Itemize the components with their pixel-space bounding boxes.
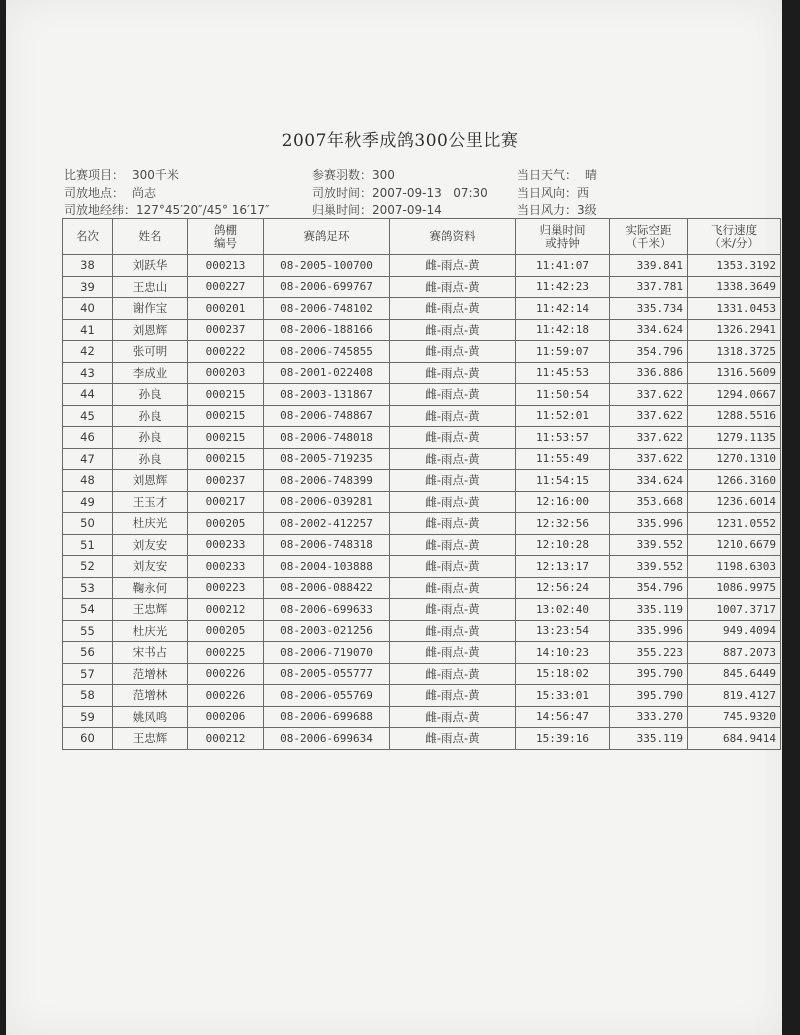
cell-name: 谢作宝 bbox=[113, 298, 188, 320]
table-row bbox=[63, 556, 781, 578]
cell-speed: 1266.3160 bbox=[688, 470, 781, 492]
cell-loft-id: 000222 bbox=[188, 341, 264, 363]
cell-arrival: 15:33:01 bbox=[516, 685, 610, 707]
coords-value: 127°45′20″/45° 16′17″ bbox=[136, 203, 270, 217]
cell-ring: 08-2006-055769 bbox=[264, 685, 390, 707]
cell-name: 宋书占 bbox=[113, 642, 188, 664]
table-row bbox=[63, 470, 781, 492]
cell-name: 刘恩辉 bbox=[113, 470, 188, 492]
cell-speed: 949.4094 bbox=[688, 620, 781, 642]
cell-pigeon-info: 雌-雨点-黄 bbox=[390, 685, 516, 707]
coords-info bbox=[64, 201, 270, 218]
cell-rank: 48 bbox=[63, 470, 113, 492]
cell-distance: 335.734 bbox=[610, 298, 688, 320]
weather-label: 当日天气： bbox=[517, 168, 578, 182]
release-place-value: 尚志 bbox=[132, 186, 157, 200]
cell-name: 刘友安 bbox=[113, 556, 188, 578]
cell-name: 刘友安 bbox=[113, 534, 188, 556]
cell-name: 刘跃华 bbox=[113, 255, 188, 277]
table-row bbox=[63, 491, 781, 513]
cell-distance: 339.841 bbox=[610, 255, 688, 277]
results-table-body bbox=[63, 255, 781, 750]
cell-pigeon-info: 雌-雨点-黄 bbox=[390, 255, 516, 277]
release-time-label: 司放时间： bbox=[312, 186, 373, 200]
table-row bbox=[63, 706, 781, 728]
cell-ring: 08-2006-748318 bbox=[264, 534, 390, 556]
cell-loft-id: 000227 bbox=[188, 276, 264, 298]
cell-ring: 08-2003-131867 bbox=[264, 384, 390, 406]
cell-ring: 08-2006-699633 bbox=[264, 599, 390, 621]
results-table bbox=[62, 218, 781, 750]
cell-arrival: 15:18:02 bbox=[516, 663, 610, 685]
cell-speed: 1231.0552 bbox=[688, 513, 781, 535]
cell-loft-id: 000233 bbox=[188, 556, 264, 578]
cell-loft-id: 000205 bbox=[188, 620, 264, 642]
cell-distance: 395.790 bbox=[610, 685, 688, 707]
cell-speed: 1326.2941 bbox=[688, 319, 781, 341]
cell-distance: 354.796 bbox=[610, 341, 688, 363]
cell-distance: 355.223 bbox=[610, 642, 688, 664]
table-row bbox=[63, 255, 781, 277]
cell-name: 孙良 bbox=[113, 384, 188, 406]
cell-ring: 08-2005-100700 bbox=[264, 255, 390, 277]
cell-distance: 335.119 bbox=[610, 599, 688, 621]
event-info bbox=[64, 166, 179, 183]
cell-pigeon-info: 雌-雨点-黄 bbox=[390, 513, 516, 535]
cell-loft-id: 000203 bbox=[188, 362, 264, 384]
cell-speed: 1210.6679 bbox=[688, 534, 781, 556]
col-header-name: 姓名 bbox=[113, 219, 188, 255]
cell-loft-id: 000237 bbox=[188, 319, 264, 341]
event-value: 300千米 bbox=[132, 168, 179, 182]
cell-loft-id: 000215 bbox=[188, 448, 264, 470]
col-header-pigeon-info: 赛鸽资料 bbox=[390, 219, 516, 255]
cell-name: 张可明 bbox=[113, 341, 188, 363]
cell-speed: 1198.6303 bbox=[688, 556, 781, 578]
cell-name: 孙良 bbox=[113, 405, 188, 427]
cell-rank: 57 bbox=[63, 663, 113, 685]
cell-arrival: 12:16:00 bbox=[516, 491, 610, 513]
table-row bbox=[63, 341, 781, 363]
cell-ring: 08-2006-188166 bbox=[264, 319, 390, 341]
cell-pigeon-info: 雌-雨点-黄 bbox=[390, 642, 516, 664]
cell-rank: 43 bbox=[63, 362, 113, 384]
cell-speed: 1338.3649 bbox=[688, 276, 781, 298]
cell-rank: 39 bbox=[63, 276, 113, 298]
cell-rank: 46 bbox=[63, 427, 113, 449]
cell-pigeon-info: 雌-雨点-黄 bbox=[390, 341, 516, 363]
cell-distance: 335.996 bbox=[610, 620, 688, 642]
cell-rank: 40 bbox=[63, 298, 113, 320]
weather-info bbox=[517, 166, 597, 183]
table-row bbox=[63, 642, 781, 664]
cell-ring: 08-2001-022408 bbox=[264, 362, 390, 384]
cell-loft-id: 000223 bbox=[188, 577, 264, 599]
cell-speed: 1353.3192 bbox=[688, 255, 781, 277]
cell-arrival: 12:32:56 bbox=[516, 513, 610, 535]
wind-direction-label: 当日风向： bbox=[517, 186, 578, 200]
cell-distance: 337.781 bbox=[610, 276, 688, 298]
cell-loft-id: 000215 bbox=[188, 405, 264, 427]
cell-speed: 887.2073 bbox=[688, 642, 781, 664]
return-time-value: 2007-09-14 bbox=[372, 203, 442, 217]
cell-rank: 56 bbox=[63, 642, 113, 664]
cell-name: 杜庆光 bbox=[113, 513, 188, 535]
cell-ring: 08-2006-699634 bbox=[264, 728, 390, 750]
table-row bbox=[63, 298, 781, 320]
cell-pigeon-info: 雌-雨点-黄 bbox=[390, 276, 516, 298]
cell-distance: 336.886 bbox=[610, 362, 688, 384]
cell-distance: 337.622 bbox=[610, 384, 688, 406]
col-header-loft-id: 鸽棚 编号 bbox=[188, 219, 264, 255]
cell-ring: 08-2006-088422 bbox=[264, 577, 390, 599]
cell-rank: 59 bbox=[63, 706, 113, 728]
cell-ring: 08-2006-748399 bbox=[264, 470, 390, 492]
cell-name: 孙良 bbox=[113, 427, 188, 449]
cell-arrival: 12:10:28 bbox=[516, 534, 610, 556]
table-row bbox=[63, 599, 781, 621]
cell-pigeon-info: 雌-雨点-黄 bbox=[390, 384, 516, 406]
table-row bbox=[63, 448, 781, 470]
cell-distance: 395.790 bbox=[610, 663, 688, 685]
cell-rank: 58 bbox=[63, 685, 113, 707]
cell-pigeon-info: 雌-雨点-黄 bbox=[390, 470, 516, 492]
col-header-distance: 实际空距 （千米） bbox=[610, 219, 688, 255]
coords-label: 司放地经纬： bbox=[64, 203, 137, 217]
cell-ring: 08-2006-719070 bbox=[264, 642, 390, 664]
cell-loft-id: 000206 bbox=[188, 706, 264, 728]
entries-label: 参赛羽数： bbox=[312, 168, 373, 182]
cell-arrival: 11:41:07 bbox=[516, 255, 610, 277]
table-row bbox=[63, 276, 781, 298]
table-row bbox=[63, 405, 781, 427]
release-time-info bbox=[312, 184, 488, 201]
cell-name: 王忠山 bbox=[113, 276, 188, 298]
cell-loft-id: 000226 bbox=[188, 685, 264, 707]
table-row bbox=[63, 427, 781, 449]
cell-pigeon-info: 雌-雨点-黄 bbox=[390, 706, 516, 728]
cell-pigeon-info: 雌-雨点-黄 bbox=[390, 728, 516, 750]
cell-name: 范增林 bbox=[113, 663, 188, 685]
wind-force-label: 当日风力： bbox=[517, 203, 578, 217]
cell-name: 王玉才 bbox=[113, 491, 188, 513]
return-time-label: 归巢时间： bbox=[312, 203, 373, 217]
cell-ring: 08-2005-055777 bbox=[264, 663, 390, 685]
cell-name: 李成业 bbox=[113, 362, 188, 384]
cell-distance: 354.796 bbox=[610, 577, 688, 599]
cell-loft-id: 000215 bbox=[188, 427, 264, 449]
header-row bbox=[63, 219, 781, 255]
cell-ring: 08-2006-745855 bbox=[264, 341, 390, 363]
table-row bbox=[63, 513, 781, 535]
cell-arrival: 11:55:49 bbox=[516, 448, 610, 470]
cell-loft-id: 000212 bbox=[188, 728, 264, 750]
table-row bbox=[63, 685, 781, 707]
cell-rank: 52 bbox=[63, 556, 113, 578]
cell-speed: 745.9320 bbox=[688, 706, 781, 728]
cell-loft-id: 000237 bbox=[188, 470, 264, 492]
cell-speed: 1318.3725 bbox=[688, 341, 781, 363]
cell-speed: 1270.1310 bbox=[688, 448, 781, 470]
cell-rank: 38 bbox=[63, 255, 113, 277]
cell-arrival: 12:56:24 bbox=[516, 577, 610, 599]
table-row bbox=[63, 728, 781, 750]
cell-rank: 49 bbox=[63, 491, 113, 513]
cell-loft-id: 000225 bbox=[188, 642, 264, 664]
cell-ring: 08-2006-748102 bbox=[264, 298, 390, 320]
cell-ring: 08-2006-699688 bbox=[264, 706, 390, 728]
weather-value: 晴 bbox=[585, 168, 598, 182]
entries-value: 300 bbox=[372, 168, 395, 182]
cell-speed: 1288.5516 bbox=[688, 405, 781, 427]
cell-rank: 51 bbox=[63, 534, 113, 556]
event-label: 比赛项目： bbox=[64, 168, 125, 182]
table-row bbox=[63, 577, 781, 599]
cell-arrival: 14:56:47 bbox=[516, 706, 610, 728]
cell-ring: 08-2005-719235 bbox=[264, 448, 390, 470]
cell-speed: 1236.6014 bbox=[688, 491, 781, 513]
table-row bbox=[63, 319, 781, 341]
cell-loft-id: 000233 bbox=[188, 534, 264, 556]
cell-arrival: 14:10:23 bbox=[516, 642, 610, 664]
table-row bbox=[63, 620, 781, 642]
cell-speed: 684.9414 bbox=[688, 728, 781, 750]
cell-name: 鞠永何 bbox=[113, 577, 188, 599]
cell-arrival: 11:53:57 bbox=[516, 427, 610, 449]
col-header-ring: 赛鸽足环 bbox=[264, 219, 390, 255]
cell-name: 范增林 bbox=[113, 685, 188, 707]
cell-arrival: 11:59:07 bbox=[516, 341, 610, 363]
cell-distance: 335.119 bbox=[610, 728, 688, 750]
cell-arrival: 13:02:40 bbox=[516, 599, 610, 621]
cell-pigeon-info: 雌-雨点-黄 bbox=[390, 534, 516, 556]
release-place-info bbox=[64, 184, 156, 201]
table-row bbox=[63, 534, 781, 556]
cell-pigeon-info: 雌-雨点-黄 bbox=[390, 448, 516, 470]
cell-speed: 1316.5609 bbox=[688, 362, 781, 384]
cell-rank: 47 bbox=[63, 448, 113, 470]
cell-loft-id: 000217 bbox=[188, 491, 264, 513]
cell-ring: 08-2003-021256 bbox=[264, 620, 390, 642]
cell-loft-id: 000212 bbox=[188, 599, 264, 621]
cell-name: 姚风鸣 bbox=[113, 706, 188, 728]
cell-distance: 337.622 bbox=[610, 427, 688, 449]
cell-name: 王忠辉 bbox=[113, 599, 188, 621]
table-row bbox=[63, 362, 781, 384]
cell-distance: 353.668 bbox=[610, 491, 688, 513]
cell-distance: 337.622 bbox=[610, 448, 688, 470]
cell-ring: 08-2006-039281 bbox=[264, 491, 390, 513]
col-header-rank: 名次 bbox=[63, 219, 113, 255]
cell-arrival: 11:50:54 bbox=[516, 384, 610, 406]
cell-arrival: 11:42:14 bbox=[516, 298, 610, 320]
cell-rank: 45 bbox=[63, 405, 113, 427]
cell-distance: 339.552 bbox=[610, 534, 688, 556]
cell-rank: 42 bbox=[63, 341, 113, 363]
cell-name: 孙良 bbox=[113, 448, 188, 470]
cell-arrival: 15:39:16 bbox=[516, 728, 610, 750]
wind-force-info bbox=[517, 201, 597, 218]
cell-pigeon-info: 雌-雨点-黄 bbox=[390, 319, 516, 341]
cell-pigeon-info: 雌-雨点-黄 bbox=[390, 427, 516, 449]
cell-name: 刘恩辉 bbox=[113, 319, 188, 341]
cell-rank: 60 bbox=[63, 728, 113, 750]
cell-arrival: 11:42:23 bbox=[516, 276, 610, 298]
return-time-info bbox=[312, 201, 442, 218]
cell-speed: 1294.0667 bbox=[688, 384, 781, 406]
cell-distance: 334.624 bbox=[610, 470, 688, 492]
cell-pigeon-info: 雌-雨点-黄 bbox=[390, 362, 516, 384]
col-header-speed: 飞行速度 （米/分） bbox=[688, 219, 781, 255]
cell-distance: 335.996 bbox=[610, 513, 688, 535]
cell-speed: 1086.9975 bbox=[688, 577, 781, 599]
entries-info bbox=[312, 166, 395, 183]
cell-arrival: 13:23:54 bbox=[516, 620, 610, 642]
cell-pigeon-info: 雌-雨点-黄 bbox=[390, 556, 516, 578]
cell-pigeon-info: 雌-雨点-黄 bbox=[390, 577, 516, 599]
cell-rank: 54 bbox=[63, 599, 113, 621]
cell-distance: 339.552 bbox=[610, 556, 688, 578]
release-place-label: 司放地点： bbox=[64, 186, 125, 200]
cell-speed: 845.6449 bbox=[688, 663, 781, 685]
table-row bbox=[63, 384, 781, 406]
cell-ring: 08-2004-103888 bbox=[264, 556, 390, 578]
cell-arrival: 12:13:17 bbox=[516, 556, 610, 578]
cell-rank: 41 bbox=[63, 319, 113, 341]
cell-distance: 333.270 bbox=[610, 706, 688, 728]
cell-speed: 1331.0453 bbox=[688, 298, 781, 320]
cell-loft-id: 000226 bbox=[188, 663, 264, 685]
cell-ring: 08-2002-412257 bbox=[264, 513, 390, 535]
cell-speed: 1007.3717 bbox=[688, 599, 781, 621]
wind-direction-value: 西 bbox=[577, 186, 590, 200]
wind-force-value: 3级 bbox=[577, 203, 597, 217]
cell-pigeon-info: 雌-雨点-黄 bbox=[390, 405, 516, 427]
cell-ring: 08-2006-748867 bbox=[264, 405, 390, 427]
cell-rank: 55 bbox=[63, 620, 113, 642]
cell-pigeon-info: 雌-雨点-黄 bbox=[390, 599, 516, 621]
cell-rank: 53 bbox=[63, 577, 113, 599]
cell-rank: 44 bbox=[63, 384, 113, 406]
cell-loft-id: 000215 bbox=[188, 384, 264, 406]
wind-direction-info bbox=[517, 184, 589, 201]
cell-distance: 334.624 bbox=[610, 319, 688, 341]
cell-pigeon-info: 雌-雨点-黄 bbox=[390, 663, 516, 685]
cell-loft-id: 000213 bbox=[188, 255, 264, 277]
cell-ring: 08-2006-748018 bbox=[264, 427, 390, 449]
table-row bbox=[63, 663, 781, 685]
cell-distance: 337.622 bbox=[610, 405, 688, 427]
col-header-arrival: 归巢时间 或持钟 bbox=[516, 219, 610, 255]
cell-speed: 1279.1135 bbox=[688, 427, 781, 449]
cell-name: 王忠辉 bbox=[113, 728, 188, 750]
cell-pigeon-info: 雌-雨点-黄 bbox=[390, 298, 516, 320]
cell-speed: 819.4127 bbox=[688, 685, 781, 707]
cell-pigeon-info: 雌-雨点-黄 bbox=[390, 620, 516, 642]
cell-rank: 50 bbox=[63, 513, 113, 535]
cell-loft-id: 000201 bbox=[188, 298, 264, 320]
release-time-value: 2007-09-13 07:30 bbox=[372, 186, 488, 200]
cell-arrival: 11:42:18 bbox=[516, 319, 610, 341]
cell-loft-id: 000205 bbox=[188, 513, 264, 535]
cell-name: 杜庆光 bbox=[113, 620, 188, 642]
cell-ring: 08-2006-699767 bbox=[264, 276, 390, 298]
cell-pigeon-info: 雌-雨点-黄 bbox=[390, 491, 516, 513]
document-title: 2007年秋季成鸽300公里比赛 bbox=[281, 131, 519, 151]
cell-arrival: 11:54:15 bbox=[516, 470, 610, 492]
cell-arrival: 11:52:01 bbox=[516, 405, 610, 427]
cell-arrival: 11:45:53 bbox=[516, 362, 610, 384]
